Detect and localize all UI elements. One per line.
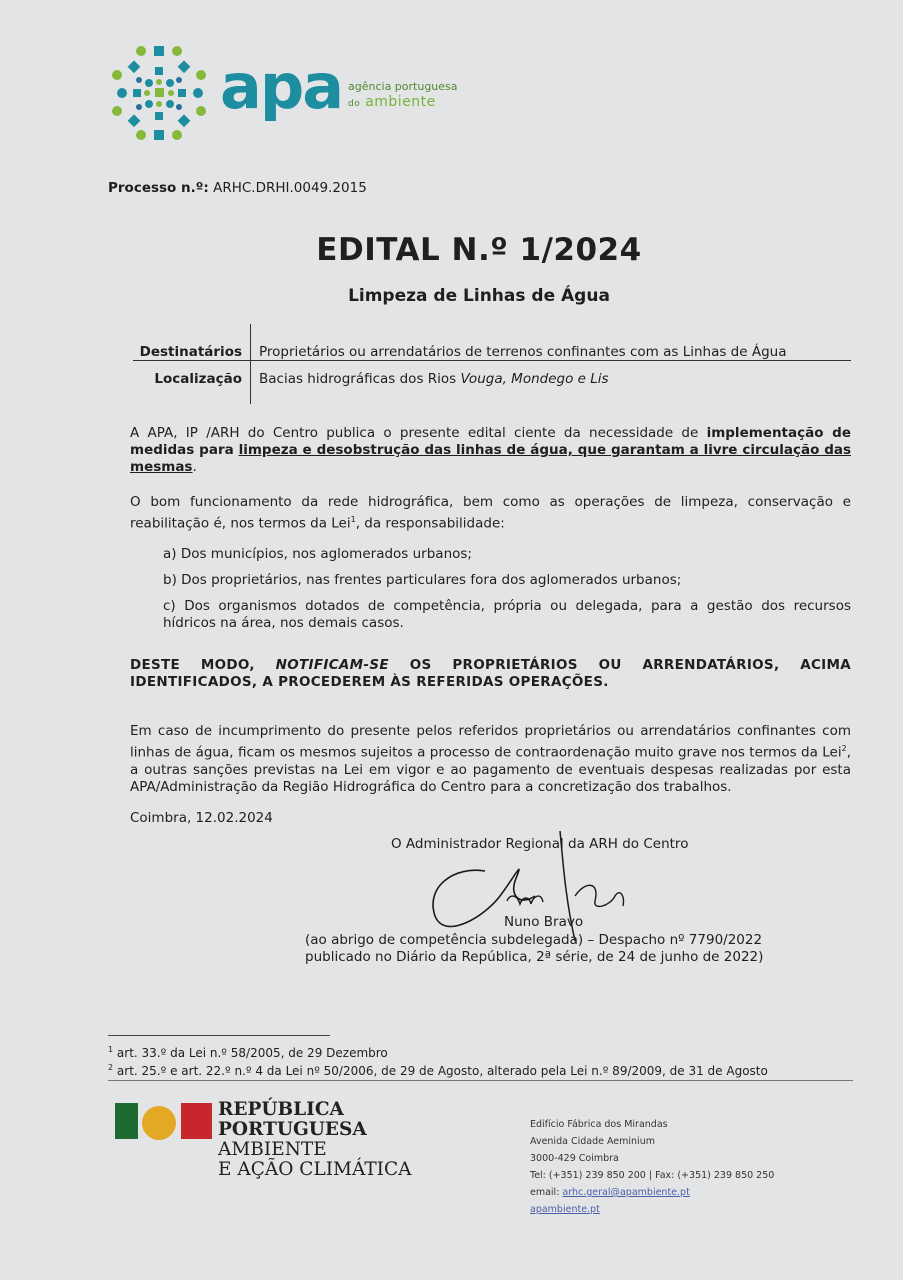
- agency-name-line2: do ambiente: [348, 94, 436, 110]
- table-divider-horizontal: [133, 360, 851, 361]
- localizacao-value: Bacias hidrográficas dos Rios Vouga, Mondego e Lis: [259, 371, 609, 387]
- footnote-1: $^1$ art. 33.º da Lei n.º 58/2005, de 29 Dezembro: [108, 1045, 388, 1060]
- intro-paragraph: A APA, IP /ARH do Centro publica o presente edital ciente da necessidade de implementação de medidas para limpeza e desobstrução das linhas de água, que garantam a livre circulação das mesmas.: [130, 425, 852, 475]
- delegation-note-line1: (ao abrigo de competência subdelegada) – Despacho nº 7790/2022: [305, 932, 763, 948]
- republic-ministry-name: REPÚBLICA PORTUGUESA AMBIENTE E AÇÃO CLIMÁTICA: [218, 1099, 412, 1180]
- table-divider-vertical: [250, 324, 251, 404]
- signer-role: O Administrador Regional da ARH do Centro: [391, 836, 689, 852]
- delegation-note-line2: publicado no Diário da República, 2ª série, de 24 de junho de 2022): [305, 949, 764, 965]
- localizacao-label: Localização: [154, 371, 242, 387]
- destinatarios-value: Proprietários ou arrendatários de terrenos confinantes com as Linhas de Água: [259, 344, 787, 360]
- republic-logo-red: [181, 1103, 212, 1139]
- address-line1: Edifício Fábrica dos Mirandas: [530, 1119, 668, 1130]
- republic-logo-green: [115, 1103, 138, 1139]
- responsibility-paragraph: O bom funcionamento da rede hidrográfica, bem como as operações de limpeza, conservação e reabilitação é, nos termos da Lei$^1$, da responsabilidade:: [130, 494, 851, 532]
- republic-logo-circle: [142, 1106, 176, 1140]
- document-subtitle: Limpeza de Linhas de Água: [348, 286, 610, 306]
- process-number: Processo n.º: ARHC.DRHI.0049.2015: [108, 180, 367, 196]
- address-line3: 3000-429 Coimbra: [530, 1153, 619, 1164]
- address-line2: Avenida Cidade Aeminium: [530, 1136, 655, 1147]
- footnote-2: $^2$ art. 25.º e art. 22.º n.º 4 da Lei nº 50/2006, de 29 de Agosto, alterado pela Lei n.º 89/2009, de 31 de Agosto: [108, 1063, 768, 1078]
- document-title: EDITAL N.º 1/2024: [316, 232, 642, 268]
- notice-paragraph: DESTE MODO, NOTIFICAM-SE OS PROPRIETÁRIOS OU ARRENDATÁRIOS, ACIMA IDENTIFICADOS, A PROCEDEREM ÀS REFERIDAS OPERAÇÕES.: [130, 657, 851, 690]
- apa-logo-mark: [108, 42, 212, 146]
- email-line: email: arhc.geral@apambiente.pt: [530, 1187, 690, 1198]
- footer-separator: [108, 1080, 853, 1081]
- penalty-paragraph: Em caso de incumprimento do presente pelos referidos proprietários ou arrendatários confinantes com linhas de água, ficam os mesmos sujeitos a processo de contraordenação muito grave nos termos da Lei$^2$, a outras sanções previstas na Lei em vigor e ao pagamento de eventuais despesas realizadas por esta APA/Administração da Região Hidrográfica do Centro para a concretização dos trabalhos.: [130, 723, 851, 795]
- list-item-c: c) Dos organismos dotados de competência, própria ou delegada, para a gestão dos recursos hídricos na área, nos demais casos.: [163, 598, 851, 631]
- destinatarios-label: Destinatários: [139, 344, 242, 360]
- footnote-separator: [108, 1035, 330, 1036]
- email-link[interactable]: arhc.geral@apambiente.pt: [562, 1187, 690, 1198]
- list-item-a: a) Dos municípios, nos aglomerados urbanos;: [163, 546, 472, 562]
- signer-name: Nuno Bravo: [504, 914, 584, 930]
- website-link[interactable]: apambiente.pt: [530, 1204, 600, 1215]
- apa-wordmark: apa: [220, 50, 343, 123]
- list-item-b: b) Dos proprietários, nas frentes particulares fora dos aglomerados urbanos;: [163, 572, 682, 588]
- phone-fax: Tel: (+351) 239 850 200 | Fax: (+351) 239 850 250: [530, 1170, 775, 1181]
- agency-name-line1: agência portuguesa: [348, 80, 458, 93]
- place-date: Coimbra, 12.02.2024: [130, 810, 273, 826]
